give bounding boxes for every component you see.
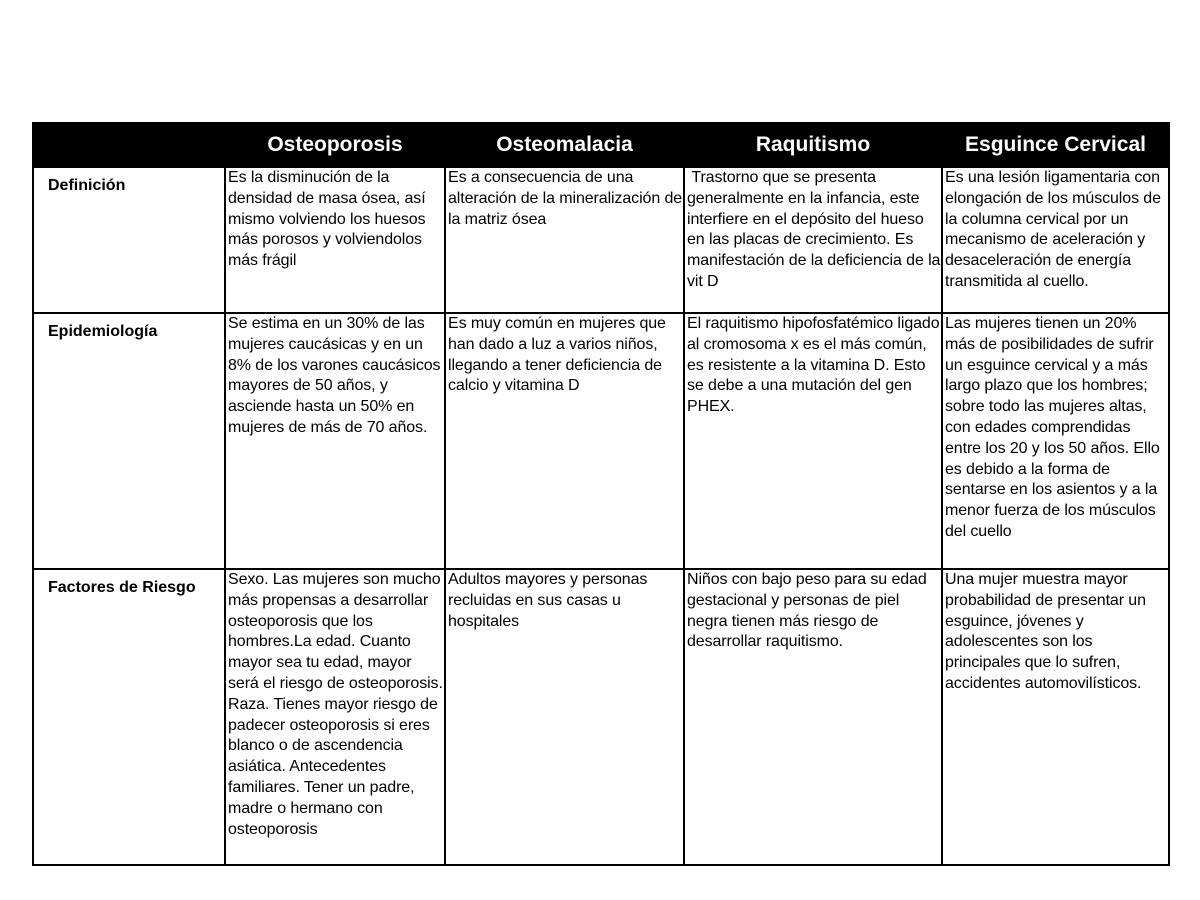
table-cell: El raquitismo hipofosfatémico ligado al cromosoma x es el más común, es resistente a la vitamina D. Esto se debe a una mutación del gen PHEX.	[684, 313, 942, 569]
column-header-esguince-cervical: Esguince Cervical	[942, 123, 1169, 167]
table-row-factores-de-riesgo	[33, 569, 1169, 865]
header-corner-cell	[33, 123, 225, 167]
column-header-osteoporosis: Osteoporosis	[225, 123, 445, 167]
table-cell: Es una lesión ligamentaria con elongación de los músculos de la columna cervical por un mecanismo de aceleración y desaceleración de energía transmitida al cuello.	[942, 167, 1169, 313]
table-cell: Una mujer muestra mayor probabilidad de presentar un esguince, jóvenes y adolescentes son los principales que lo sufren, accidentes automovilísticos.	[942, 569, 1169, 865]
table-cell: Es muy común en mujeres que han dado a luz a varios niños, llegando a tener deficiencia de calcio y vitamina D	[445, 313, 684, 569]
comparison-table	[32, 122, 1170, 866]
table-cell: Sexo. Las mujeres son mucho más propensas a desarrollar osteoporosis que los hombres.La edad. Cuanto mayor sea tu edad, mayor será el riesgo de osteoporosis. Raza. Tienes mayor riesgo de padecer osteoporosis si eres blanco o de ascendencia asiática. Antecedentes familiares. Tener un padre, madre o hermano con osteoporosis	[225, 569, 445, 865]
table-cell: Adultos mayores y personas recluidas en sus casas u hospitales	[445, 569, 684, 865]
row-label-epidemiologia: Epidemiología	[33, 313, 225, 569]
table-cell: Se estima en un 30% de las mujeres caucásicas y en un 8% de los varones caucásicos mayores de 50 años, y asciende hasta un 50% en mujeres de más de 70 años.	[225, 313, 445, 569]
table-cell: Es a consecuencia de una alteración de la mineralización de la matriz ósea	[445, 167, 684, 313]
table-cell: Las mujeres tienen un 20% más de posibilidades de sufrir un esguince cervical y a más largo plazo que los hombres; sobre todo las mujeres altas, con edades comprendidas entre los 20 y los 50 años. Ello es debido a la forma de sentarse en los asientos y a la menor fuerza de los músculos del cuello	[942, 313, 1169, 569]
column-header-raquitismo: Raquitismo	[684, 123, 942, 167]
table-cell: Trastorno que se presenta generalmente en la infancia, este interfiere en el depósito del hueso en las placas de crecimiento. Es manifestación de la deficiencia de la vit D	[684, 167, 942, 313]
table-row-epidemiologia	[33, 313, 1169, 569]
table-cell: Niños con bajo peso para su edad gestacional y personas de piel negra tienen más riesgo de desarrollar raquitismo.	[684, 569, 942, 865]
column-header-osteomalacia: Osteomalacia	[445, 123, 684, 167]
table-row-definicion	[33, 167, 1169, 313]
table-cell: Es la disminución de la densidad de masa ósea, así mismo volviendo los huesos más porosos y volviendolos más frágil	[225, 167, 445, 313]
row-label-definicion: Definición	[33, 167, 225, 313]
header-row	[33, 123, 1169, 167]
row-label-factores-de-riesgo: Factores de Riesgo	[33, 569, 225, 865]
